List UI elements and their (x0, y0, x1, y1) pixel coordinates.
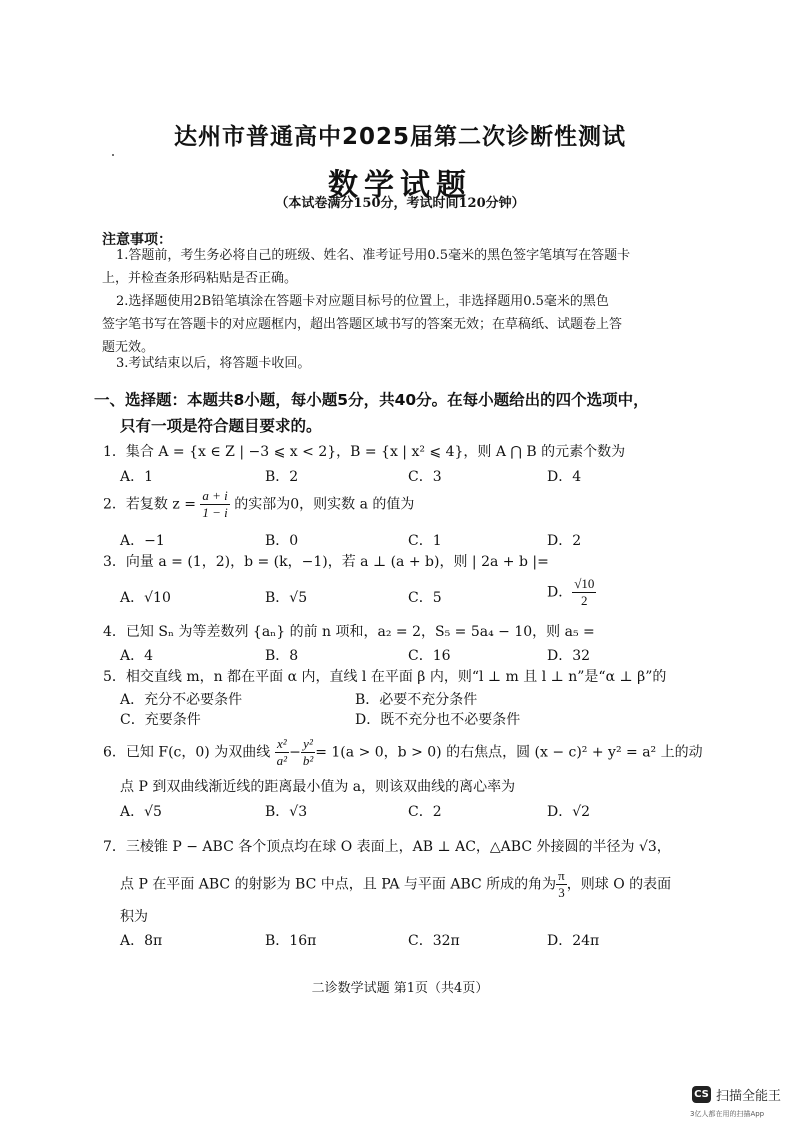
option-label: D． (547, 584, 573, 601)
operator: − (289, 744, 301, 761)
question-text: 若复数 z = (125, 496, 196, 513)
page-footer: 二诊数学试题 第1页（共4页） (311, 981, 489, 996)
question-7-cont: 积为 (120, 909, 148, 925)
q6-option-c: C．2 (408, 804, 442, 820)
q1-option-d: D．4 (547, 469, 582, 485)
denominator: 2 (581, 593, 588, 608)
question-text: 三棱锥 P − ABC 各个顶点均在球 O 表面上，AB ⊥ AC，△ABC 外接圆的半径为 √3， (125, 839, 671, 855)
q2-option-c: C．1 (408, 533, 442, 549)
q7-option-a: A．8π (120, 933, 163, 949)
q4-option-b: B．8 (265, 648, 299, 664)
fraction (301, 736, 315, 769)
exam-title: 达州市普通高中2025届第二次诊断性测试 (173, 124, 626, 150)
question-number: 1． (103, 444, 126, 460)
watermark-tagline: 3亿人都在用的扫描App (690, 1110, 765, 1118)
question-6-cont: 点 P 到双曲线渐近线的距离最小值为 a，则该双曲线的离心率为 (120, 779, 516, 795)
notice-heading: 注意事项： (102, 232, 172, 248)
question-text: 点 P 在平面 ABC 的射影为 BC 中点，且 PA 与平面 ABC 所成的角为 (120, 876, 557, 893)
question-text: 已知 Sₙ 为等差数列 {aₙ} 的前 n 项和，a₂ = 2，S₅ = 5a₄ − 10，则 a₅ = (125, 624, 595, 640)
exam-subject: 数学试题 (328, 168, 472, 203)
q6-option-d: D．√2 (547, 804, 591, 820)
q1-option-a: A．1 (120, 469, 154, 485)
q1-option-c: C．3 (408, 469, 442, 485)
q6-option-b: B．√3 (265, 804, 308, 820)
question-6 (103, 736, 703, 769)
exam-info: （本试卷满分150分，考试时间120分钟） (275, 196, 525, 211)
question-text: = 1(a > 0，b > 0) 的右焦点，圆 (x − c)² + y² = a² 上的动 (315, 744, 703, 761)
fraction (556, 868, 567, 901)
fraction (275, 736, 289, 769)
numerator: a + i (202, 488, 228, 503)
question-1 (103, 441, 625, 461)
notice-line: 签字笔书写在答题卡的对应题框内，超出答题区域书写的答案无效；在草稿纸、试题卷上答 (102, 317, 623, 332)
denominator: 1 − i (202, 505, 228, 520)
numerator: √10 (574, 576, 595, 591)
section-heading: 一、选择题：本题共8小题，每小题5分，共40分。在每小题给出的四个选项中， (94, 391, 649, 409)
notice-line: 3.考试结束以后，将答题卡收回。 (116, 356, 311, 371)
q7-option-b: B．16π (265, 933, 317, 949)
numerator: π (558, 868, 565, 883)
question-number: 6． (103, 744, 126, 761)
question-7 (103, 836, 671, 856)
q6-option-a: A．√5 (120, 804, 162, 820)
question-5 (103, 666, 666, 686)
q2-option-b: B．0 (265, 533, 299, 549)
question-7-cont (120, 868, 671, 901)
q7-option-c: C．32π (408, 933, 460, 949)
q1-option-b: B．2 (265, 469, 299, 485)
question-4 (103, 621, 595, 641)
denominator: b² (302, 753, 314, 768)
question-text: 已知 F(c，0) 为双曲线 (125, 744, 271, 761)
q4-option-d: D．32 (547, 648, 591, 664)
q5-option-c: C．充要条件 (120, 712, 201, 728)
question-2 (103, 488, 414, 521)
q5-option-a: A．充分不必要条件 (120, 692, 243, 708)
watermark-name: 扫描全能王 (716, 1089, 782, 1104)
q3-option-d (547, 576, 596, 609)
numerator: y² (301, 736, 315, 753)
question-number: 3． (103, 554, 126, 570)
notice-line: 1.答题前，考生务必将自己的班级、姓名、准考证号用0.5毫米的黑色签字笔填写在答题卡 (116, 248, 631, 263)
question-text: 相交直线 m，n 都在平面 α 内，直线 l 在平面 β 内，则“l ⊥ m 且 l ⊥ n”是“α ⊥ β”的 (125, 669, 667, 685)
question-number: 4． (103, 624, 126, 640)
question-3 (103, 551, 549, 571)
q7-option-d: D．24π (547, 933, 600, 949)
q2-option-d: D．2 (547, 533, 582, 549)
q3-option-c: C．5 (408, 590, 442, 606)
q3-option-b: B．√5 (265, 590, 308, 606)
question-text: 的实部为0，则实数 a 的值为 (234, 496, 415, 513)
question-number: 2． (103, 496, 126, 513)
notice-line: 2.选择题使用2B铅笔填涂在答题卡对应题目标号的位置上，非选择题用0.5毫米的黑色 (116, 294, 609, 309)
notice-line: 上，并检查条形码粘贴是否正确。 (102, 271, 298, 286)
q4-option-c: C．16 (408, 648, 451, 664)
fraction (200, 488, 229, 521)
denominator: 3 (558, 885, 565, 900)
camscanner-logo-icon: CS (692, 1086, 711, 1103)
numerator: x² (275, 736, 289, 753)
section-heading-cont: 只有一项是符合题目要求的。 (120, 417, 322, 435)
scan-speck (112, 154, 114, 156)
q5-option-d: D．既不充分也不必要条件 (355, 712, 521, 728)
q4-option-a: A．4 (120, 648, 154, 664)
notice-line: 题无效。 (102, 340, 155, 355)
q5-option-b: B．必要不充分条件 (355, 692, 478, 708)
question-number: 5． (103, 669, 126, 685)
question-number: 7． (103, 839, 126, 855)
fraction (572, 576, 596, 609)
question-text: 集合 A = {x ∈ Z | −3 ⩽ x < 2}，B = {x | x² ⩽ 4}，则 A ⋂ B 的元素个数为 (125, 444, 626, 460)
question-text: 向量 a = (1，2)，b = (k，−1)，若 a ⊥ (a + b)，则 | 2a + b |= (125, 554, 549, 570)
q3-option-a: A．√10 (120, 590, 171, 606)
q2-option-a: A．−1 (120, 533, 165, 549)
question-text: ，则球 O 的表面 (566, 876, 672, 893)
denominator: a² (276, 753, 288, 768)
